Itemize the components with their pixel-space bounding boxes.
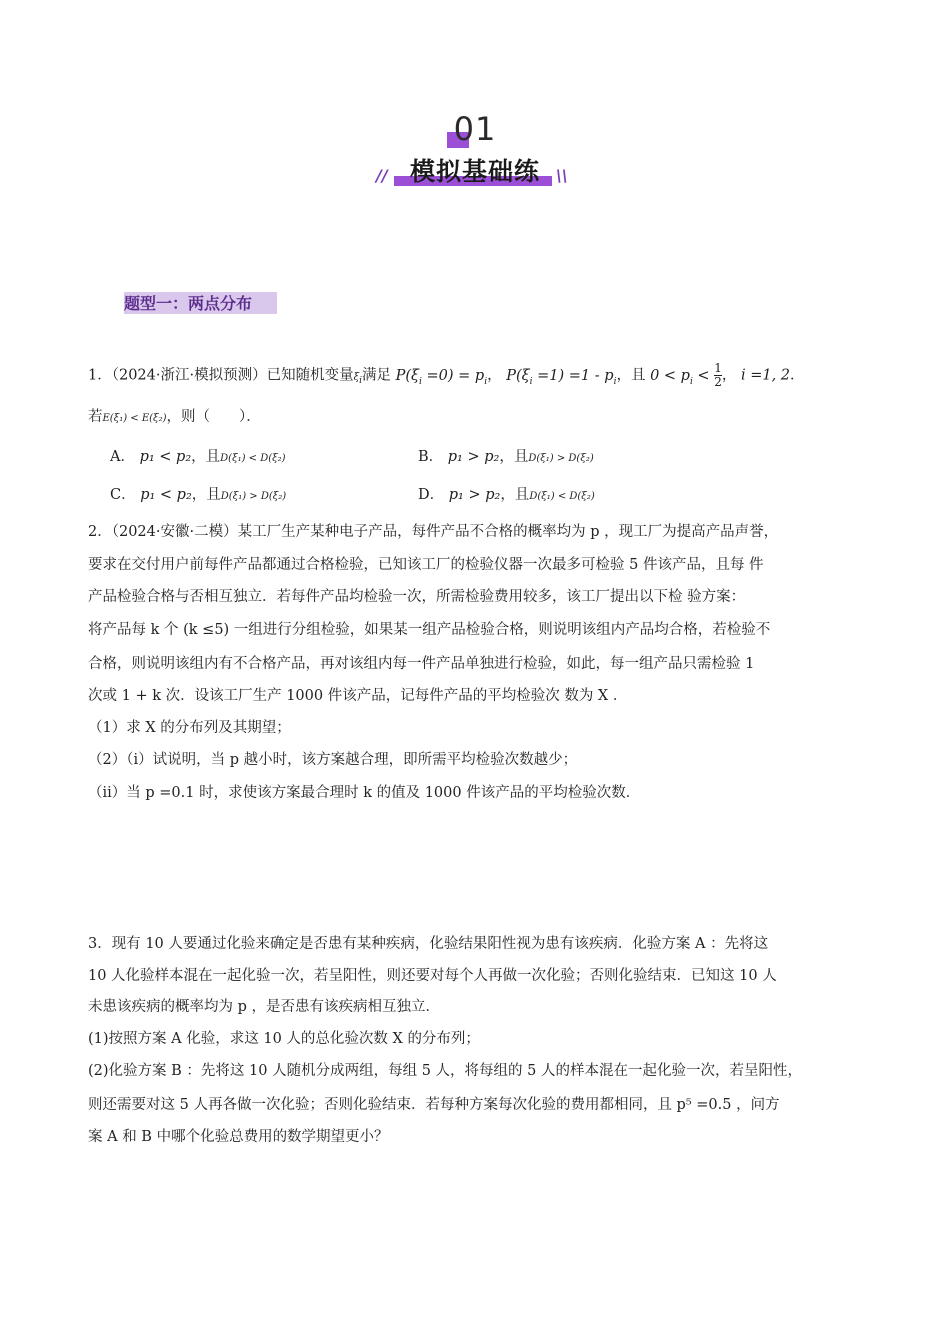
page-title: 模拟基础练 bbox=[409, 157, 540, 186]
q3-line: 10 人化验样本混在一起化验一次，若呈阳性，则还要对每个人再做一次化验；否则化验结束．已知这 10 人 bbox=[88, 968, 777, 984]
q1-ask bbox=[88, 405, 261, 426]
q3-line: 未患该疾病的概率均为 p ，是否患有该疾病相互独立． bbox=[88, 999, 440, 1015]
q1-option-c[interactable]: C． p₁ < p₂，且D(ξ₁) > D(ξ₂) bbox=[110, 487, 287, 503]
q3-part-1: (1)按照方案 A 化验，求这 10 人的总化验次数 X 的分布列； bbox=[88, 1031, 480, 1047]
q1-option-a[interactable]: A． p₁ < p₂，且D(ξ₁) < D(ξ₂) bbox=[110, 449, 286, 465]
q1-stem: 1．（2024·浙江·模拟预测）已知随机变量$\xi_i$满足 $P(\xi_i =0) = p_i$， $P(\xi_i =1) =1 - p_i$，且 $0 < p_i$ < $\frac{1}{2}$ ， i =1, 2． bbox=[88, 361, 805, 389]
q1-number: 1． bbox=[88, 367, 112, 384]
q2-line: 2．（2024·安徽·二模）某工厂生产某种电子产品，每件产品不合格的概率均为 p ，现工厂为提高产品声誉， bbox=[88, 524, 779, 540]
q2-line: 合格，则说明该组内有不合格产品，再对该组内每一件产品单独进行检验，如此，每一组产品只需检验 1 bbox=[88, 656, 755, 672]
q3-line: 3．现有 10 人要通过化验来确定是否患有某种疾病，化验结果阳性视为患有该疾病．化验方案 A ：先将这 bbox=[88, 936, 769, 952]
q1-cond-a: $P(\xi_i =0) = p_i$ bbox=[395, 367, 488, 387]
section-label: 题型一：两点分布 bbox=[124, 294, 253, 313]
q3-line: 案 A 和 B 中哪个化验总费用的数学期望更小？ bbox=[88, 1129, 389, 1145]
q1-ask-pre: 若 bbox=[88, 409, 103, 425]
q1-option-d[interactable]: D． p₁ > p₂，且D(ξ₁) < D(ξ₂) bbox=[418, 487, 595, 503]
q1-text-a: 已知随机变量 bbox=[266, 367, 354, 384]
q1-ask-expr: E(ξ₁) < E(ξ₂) bbox=[102, 413, 167, 424]
title-right-decoration: \\ bbox=[556, 166, 568, 185]
chapter-number: 01 bbox=[453, 110, 497, 148]
q3-part-2: (2)化验方案 B ：先将这 10 人随机分成两组，每组 5 人，将每组的 5 人的样本混在一起化验一次，若呈阳性， bbox=[88, 1063, 802, 1079]
title-left-decoration: // bbox=[376, 166, 388, 185]
q1-xi: $\xi_i$ bbox=[353, 371, 363, 386]
q2-part-2ii: （ii）当 p =0.1 时，求使该方案最合理时 k 的值及 1000 件该产品的平均检验次数． bbox=[88, 785, 641, 801]
q3-line: 则还需要对这 5 人再各做一次化验；否则化验结束．若每种方案每次化验的费用都相同，且 p⁵ =0.5 ，问方 bbox=[88, 1097, 780, 1113]
q1-ask-post: ，则（ ）． bbox=[166, 409, 261, 425]
q2-line: 产品检验合格与否相互独立．若每件产品均检验一次，所需检验费用较多，该工厂提出以下检 验方案： bbox=[88, 589, 746, 605]
q1-range: $0 < p_i$ < bbox=[650, 367, 715, 387]
chapter-number-block bbox=[0, 110, 950, 150]
q1-text-b: 满足 bbox=[362, 367, 392, 384]
q1-source: （2024·浙江·模拟预测） bbox=[111, 367, 267, 384]
q1-index: i =1, 2 bbox=[740, 367, 791, 384]
q2-part-2i: （2）（i）试说明，当 p 越小时，该方案越合理，即所需平均检验次数越少； bbox=[88, 752, 578, 768]
q2-line: 次或 1 + k 次．设该工厂生产 1000 件该产品，记每件产品的平均检验次 数为 X ． bbox=[88, 688, 628, 704]
q1-option-b[interactable]: B． p₁ > p₂，且D(ξ₁) > D(ξ₂) bbox=[418, 449, 594, 465]
q1-also: ，且 bbox=[616, 367, 646, 384]
q1-cond-b: $P(\xi_i =1) =1 - p_i$ bbox=[506, 367, 617, 387]
q2-line: 将产品每 k 个 (k ≤5) 一组进行分组检验，如果某一组产品检验合格，则说明该组内产品均合格，若检验不 bbox=[88, 622, 771, 638]
q2-line: 要求在交付用户前每件产品都通过合格检验，已知该工厂的检验仪器一次最多可检验 5 件该产品，且每 件 bbox=[88, 557, 764, 573]
q2-part-1: （1）求 X 的分布列及其期望； bbox=[88, 720, 291, 736]
q1-half-fraction: $\frac{1}{2}$ bbox=[714, 361, 722, 389]
